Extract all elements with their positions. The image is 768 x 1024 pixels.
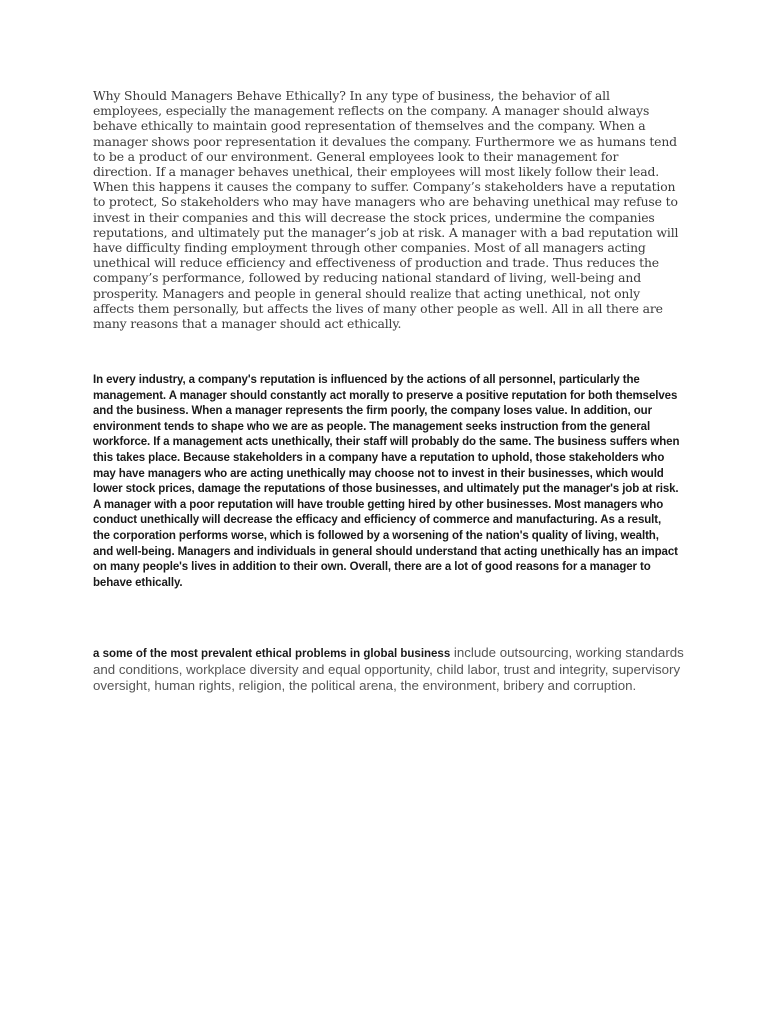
- paragraph-paraphrased: In every industry, a company's reputation is influenced by the actions of all personnel, particularly the management. A manager should constantly act morally to preserve a positive reputation for both themselves and the business. When a manager represents the firm poorly, the company loses value. In addition, our environment tends to shape who we are as people. The management seeks instruction from the general workforce. If a management acts unethically, their staff will probably do the same. The business suffers when this takes place. Because stakeholders in a company have a reputation to uphold, those stakeholders who may have managers who are acting unethically may choose not to invest in their businesses, which would lower stock prices, damage the reputations of those businesses, and ultimately put the manager's job at risk. A manager with a poor reputation will have trouble getting hired by other businesses. Most managers who conduct unethically will decrease the efficacy and efficiency of commerce and manufacturing. As a result, the corporation performs worse, which is followed by a worsening of the nation's quality of living, wealth, and well-being. Managers and individuals in general should understand that acting unethically has an impact on many people's lives in addition to their own. Overall, there are a lot of good reasons for a manager to behave ethically.: [93, 374, 680, 589]
- paragraph-ethical-problems-lead: a some of the most prevalent ethical problems in global business: [93, 648, 451, 660]
- paragraph-original: Why Should Managers Behave Ethically? In any type of business, the behavior of all employees, especially the management reflects on the company. A manager should always behave ethically to maintain good representation of themselves and the company. When a manager shows poor representation it devalues the company. Furthermore we as humans tend to be a product of our environment. General employees look to their management for direction. If a manager behaves unethical, their employees will most likely follow their lead. When this happens it causes the company to suffer. Company’s stakeholders have a reputation to protect, So stakeholders who may have managers who are behaving unethical may refuse to invest in their companies and this will decrease the stock prices, undermine the companies reputations, and ultimately put the manager’s job at risk. A manager with a bad reputation will have difficulty finding employment through other companies. Most of all managers acting unethical will reduce efficiency and effectiveness of production and trade. Thus reduces the company’s performance, followed by reducing national standard of living, well-being and prosperity. Managers and people in general should realize that acting unethical, not only affects them personally, but affects the lives of many other people as well. All in all there are many reasons that a manager should act ethically.: [93, 88, 679, 332]
- paragraph-ethical-problems-list: include outsourcing, working standards and conditions, workplace diversity and equal opportunity, child labor, trust and integrity, supervisory oversight, human rights, religion, the political arena, the environment, bribery and corruption.: [93, 645, 684, 694]
- paragraph-ethical-problems: [93, 645, 693, 695]
